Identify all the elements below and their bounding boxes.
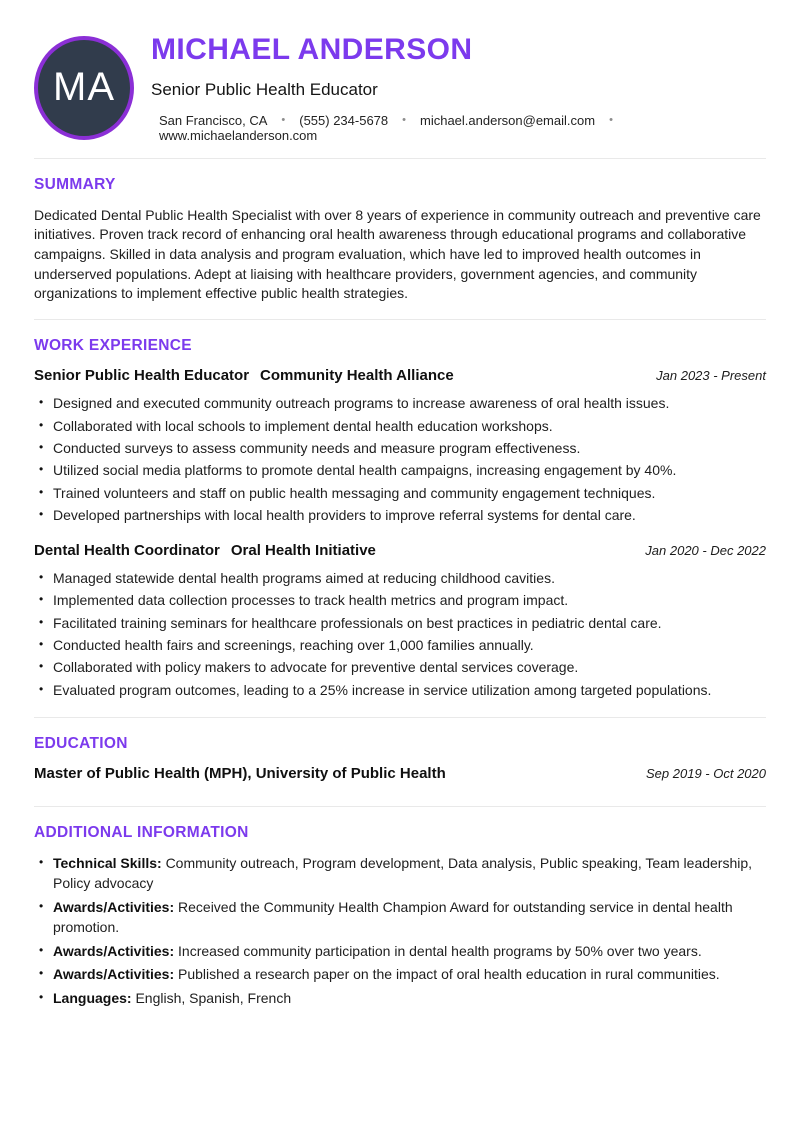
additional-item-label: Languages: [53, 989, 132, 1006]
job-dates: Jan 2023 - Present [656, 368, 766, 384]
job-bullet: • Conducted surveys to assess community needs and measure program effectiveness. [34, 439, 766, 459]
job-title: Senior Public Health Educator [34, 367, 250, 385]
section-additional-information [34, 807, 766, 1009]
job-bullet: • Collaborated with policy makers to advocate for preventive dental services coverage. [34, 658, 766, 678]
work-experience-heading: WORK EXPERIENCE [34, 337, 192, 355]
job-entry [34, 542, 766, 701]
job-bullet: • Implemented data collection processes to track health metrics and program impact. [34, 591, 766, 611]
additional-item-text: Published a research paper on the impact of oral health education in rural communities. [178, 966, 720, 983]
contact-email: michael.anderson@email.com [420, 112, 596, 128]
candidate-name: MICHAEL ANDERSON [151, 33, 473, 66]
additional-item [34, 965, 766, 985]
header-text-block [151, 33, 766, 143]
contact-website: www.michaelanderson.com [159, 127, 318, 143]
summary-heading: SUMMARY [34, 175, 116, 193]
additional-item-label: Awards/Activities: [53, 942, 175, 959]
job-bullet: • Designed and executed community outreach programs to increase awareness of oral health issues. [34, 394, 766, 414]
additional-item [34, 898, 766, 938]
additional-item-text: Community outreach, Program development, Data analysis, Public speaking, Team leadership, Policy advocacy [53, 854, 753, 891]
job-company: Oral Health Initiative [230, 541, 376, 559]
additional-item-label: Awards/Activities: [53, 966, 175, 983]
job-bullet: • Utilized social media platforms to promote dental health campaigns, increasing engagement by 40%. [34, 461, 766, 481]
job-header [34, 367, 766, 384]
additional-item-label: Technical Skills: [53, 854, 162, 871]
additional-information-list [34, 854, 766, 1009]
contact-separator-dot: • [609, 114, 613, 126]
education-dates: Sep 2019 - Oct 2020 [646, 765, 766, 781]
job-dates: Jan 2020 - Dec 2022 [645, 542, 766, 558]
job-bullet-list [34, 394, 766, 526]
section-education [34, 718, 766, 782]
candidate-title: Senior Public Health Educator [151, 79, 378, 99]
avatar [34, 36, 134, 140]
avatar-initials: MA [53, 65, 115, 110]
resume-header [34, 33, 766, 143]
job-title-line [34, 542, 376, 559]
education-degree: Master of Public Health (MPH), University of Public Health [34, 764, 446, 782]
additional-item [34, 942, 766, 962]
contact-location: San Francisco, CA [159, 112, 268, 128]
job-company: Community Health Alliance [260, 367, 454, 385]
additional-item-text: Received the Community Health Champion Award for outstanding service in dental health promotion. [53, 899, 733, 936]
additional-item-text: English, Spanish, French [135, 989, 292, 1006]
section-summary [34, 159, 766, 305]
job-entry [34, 367, 766, 526]
contact-row [159, 113, 766, 143]
job-bullet: • Developed partnerships with local health providers to improve referral systems for dental care. [34, 506, 766, 526]
contact-separator-dot: • [281, 114, 286, 126]
additional-item-text: Increased community participation in dental health programs by 50% over two years. [178, 942, 702, 959]
contact-separator-dot: • [402, 114, 406, 126]
job-title-line [34, 367, 454, 384]
job-header [34, 542, 766, 559]
contact-phone: (555) 234-5678 [299, 112, 389, 128]
additional-item-languages [34, 989, 766, 1009]
additional-information-heading: ADDITIONAL INFORMATION [34, 823, 249, 841]
job-bullet: • Collaborated with local schools to implement dental health education workshops. [34, 417, 766, 437]
job-bullet: • Managed statewide dental health programs aimed at reducing childhood cavities. [34, 569, 766, 589]
additional-item [34, 854, 766, 894]
job-bullet-list [34, 569, 766, 701]
job-title: Dental Health Coordinator [34, 541, 220, 559]
education-entry [34, 765, 766, 782]
job-bullet: • Evaluated program outcomes, leading to a 25% increase in service utilization among targeted populations. [34, 681, 766, 701]
education-heading: EDUCATION [34, 734, 128, 752]
job-bullet: • Conducted health fairs and screenings, reaching over 1,000 families annually. [34, 636, 766, 656]
job-bullet: • Trained volunteers and staff on public health messaging and community engagement techniques. [34, 484, 766, 504]
additional-item-label: Awards/Activities: [53, 899, 175, 916]
section-work-experience [34, 320, 766, 701]
summary-text: Dedicated Dental Public Health Specialist with over 8 years of experience in community outreach and preventive care initiatives. Proven track record of enhancing oral health awareness through educational programs and collaborative campaigns. Skilled in data analysis and program evaluation, which have led to improved health outcomes in underserved populations. Adept at liaising with healthcare providers, government agencies, and community organizations to implement effective public health strategies. [34, 206, 761, 302]
job-bullet: • Facilitated training seminars for healthcare professionals on best practices in pediatric dental care. [34, 614, 766, 634]
